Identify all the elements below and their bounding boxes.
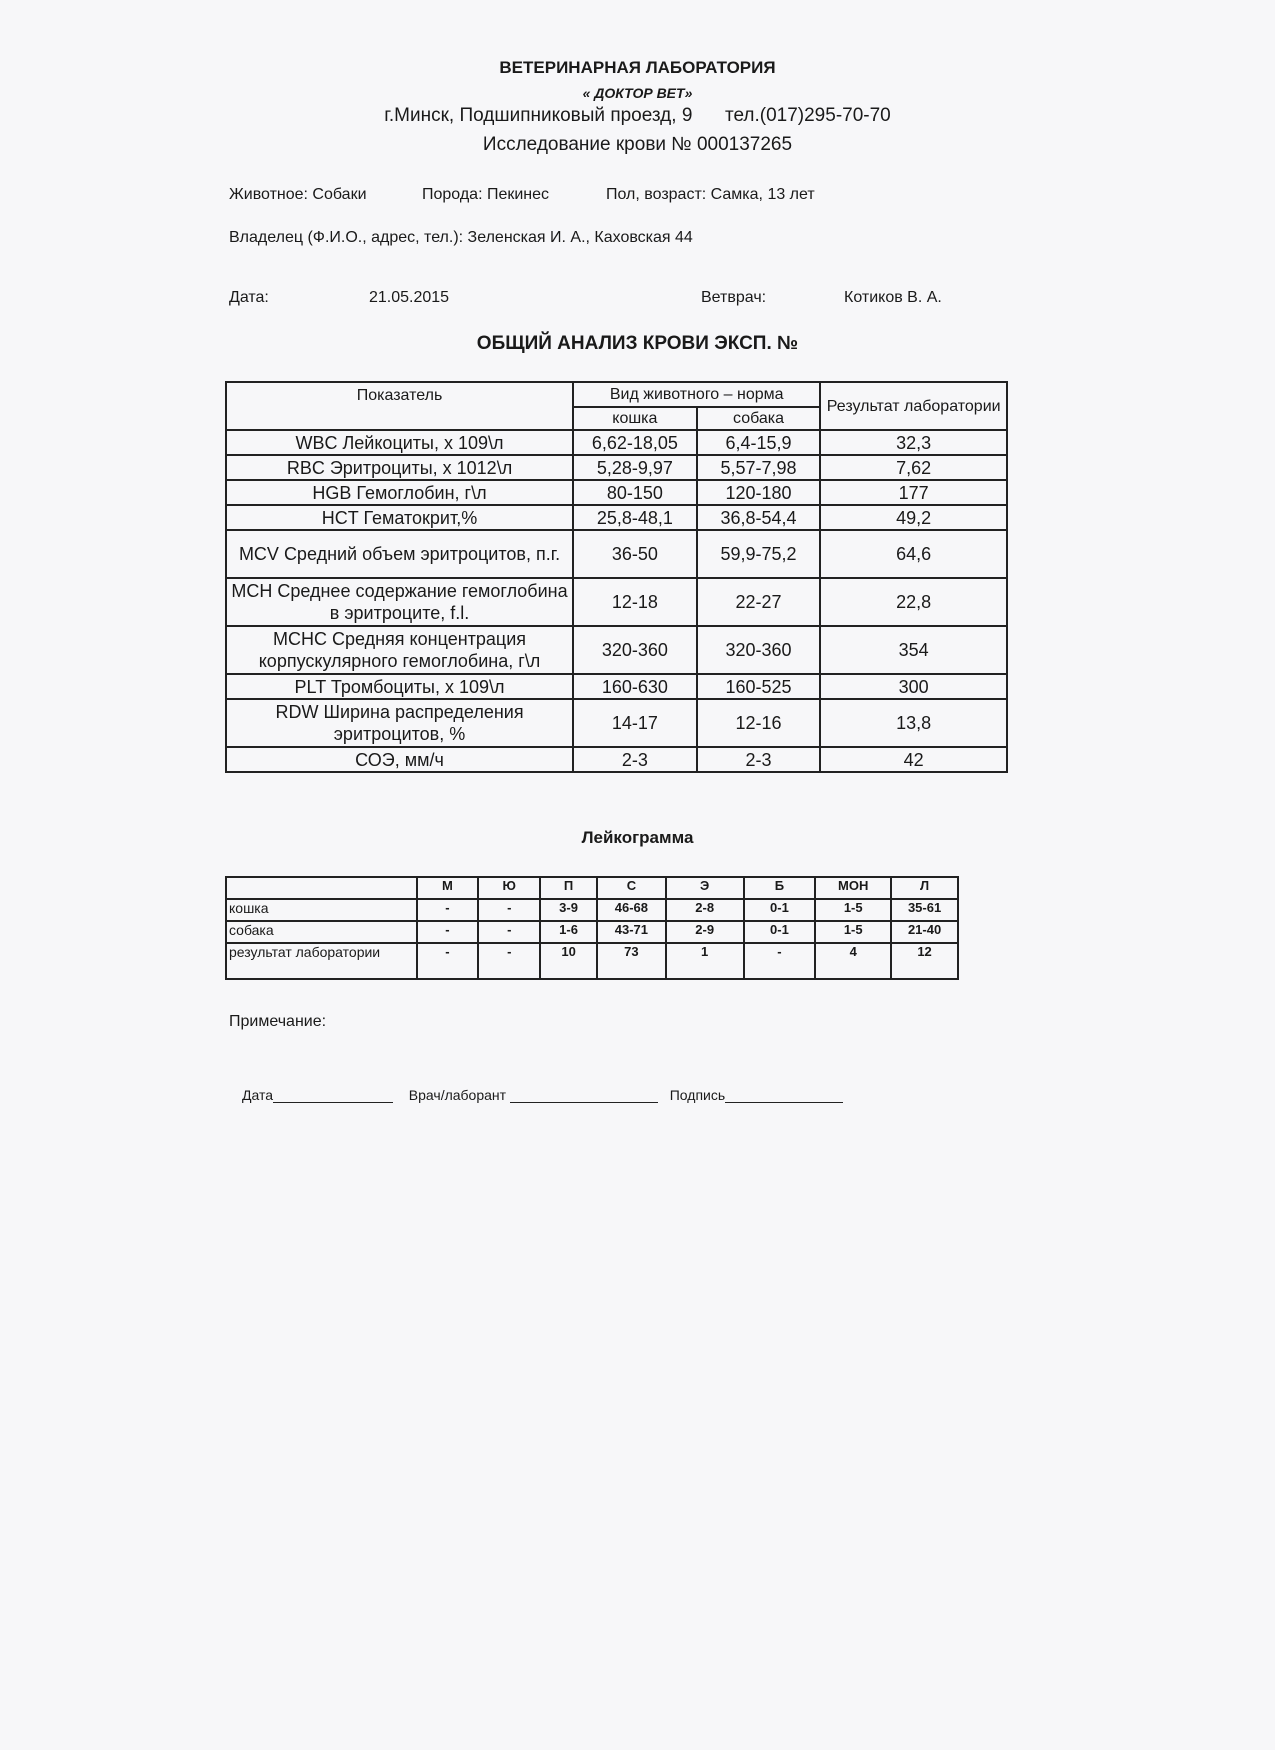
leukogram-row-label: собака [226,921,417,943]
lab-phone: тел.(017)295-70-70 [724,105,891,126]
cbc-norm-dog: 22-27 [697,578,821,626]
leukogram-cell: 35-61 [891,899,958,921]
cbc-norm-cat: 160-630 [573,674,697,699]
cbc-norm-dog: 120-180 [697,480,821,505]
cbc-row [226,455,1007,480]
cbc-indicator: MCV Средний объем эритроцитов, п.г. [226,530,573,578]
cbc-norm-dog: 5,57-7,98 [697,455,821,480]
date-value: 21.05.2015 [369,289,450,306]
cbc-row [226,578,1007,626]
owner-info: Владелец (Ф.И.О., адрес, тел.): Зеленская И. А., Каховская 44 [229,229,693,246]
footer-date-blank [273,1088,393,1103]
leukogram-column-header: Ю [478,877,540,899]
cbc-result: 22,8 [820,578,1007,626]
cbc-result: 42 [820,747,1007,772]
leukogram-cell: 0-1 [744,921,816,943]
cbc-header-cat: кошка [573,407,697,430]
leukogram-cell: 1-5 [815,899,891,921]
leukogram-cell: 1 [666,943,744,979]
cbc-row [226,747,1007,772]
footer-doctor-blank [510,1088,658,1103]
leukogram-cell: 3-9 [540,899,597,921]
cbc-indicator: HGB Гемоглобин, г\л [226,480,573,505]
leukogram-cell: - [478,921,540,943]
cbc-result: 64,6 [820,530,1007,578]
cbc-norm-cat: 5,28-9,97 [573,455,697,480]
leukogram-cell: 21-40 [891,921,958,943]
leukogram-table [225,876,959,980]
date-label: Дата: [229,289,269,306]
cbc-table [225,381,1008,773]
cbc-indicator: PLT Тромбоциты, х 109\л [226,674,573,699]
cbc-norm-cat: 36-50 [573,530,697,578]
cbc-indicator: RDW Ширина распределения эритроцитов, % [226,699,573,747]
lab-address: г.Минск, Подшипниковый проезд, 9 [384,105,693,126]
leukogram-row-label: кошка [226,899,417,921]
leukogram-cell: - [478,943,540,979]
leukogram-row [226,921,958,943]
leukogram-cell: - [744,943,816,979]
cbc-norm-cat: 6,62-18,05 [573,430,697,455]
cbc-indicator: MCH Среднее содержание гемоглобина в эритроците, f.l. [226,578,573,626]
cbc-header-norm: Вид животного – норма [573,382,820,407]
cbc-header-result: Результат лаборатории [820,382,1007,430]
leukogram-cell: 1-5 [815,921,891,943]
leukogram-cell: 43-71 [597,921,666,943]
cbc-norm-dog: 6,4-15,9 [697,430,821,455]
leukogram-column-header: Э [666,877,744,899]
cbc-norm-cat: 12-18 [573,578,697,626]
cbc-title: ОБЩИЙ АНАЛИЗ КРОВИ ЭКСП. № [476,333,799,354]
cbc-norm-dog: 320-360 [697,626,821,674]
cbc-indicator: СОЭ, мм/ч [226,747,573,772]
leukogram-column-header: П [540,877,597,899]
cbc-result: 49,2 [820,505,1007,530]
cbc-norm-dog: 2-3 [697,747,821,772]
cbc-result: 354 [820,626,1007,674]
cbc-result: 13,8 [820,699,1007,747]
footer-signature-label: Подпись [669,1087,726,1103]
leukogram-column-header: М [417,877,479,899]
footer-doctor-label: Врач/лаборант [408,1087,507,1103]
cbc-norm-cat: 320-360 [573,626,697,674]
study-number: Исследование крови № 000137265 [482,134,793,155]
cbc-header-dog: собака [697,407,821,430]
animal-species: Животное: Собаки [229,186,367,203]
cbc-result: 7,62 [820,455,1007,480]
cbc-norm-dog: 12-16 [697,699,821,747]
cbc-result: 177 [820,480,1007,505]
cbc-row [226,626,1007,674]
leukogram-corner [226,877,417,899]
cbc-header-indicator: Показатель [226,382,573,430]
leukogram-column-header: С [597,877,666,899]
leukogram-cell: 0-1 [744,899,816,921]
cbc-indicator: MCHC Средняя концентрация корпускулярного гемоглобина, г\л [226,626,573,674]
lab-name: ВЕТЕРИНАРНАЯ ЛАБОРАТОРИЯ [499,58,776,77]
cbc-indicator: WBC Лейкоциты, х 109\л [226,430,573,455]
leukogram-cell: - [417,921,479,943]
leukogram-cell: 1-6 [540,921,597,943]
cbc-norm-cat: 80-150 [573,480,697,505]
leukogram-cell: 2-9 [666,921,744,943]
cbc-norm-dog: 160-525 [697,674,821,699]
cbc-row [226,530,1007,578]
cbc-norm-dog: 59,9-75,2 [697,530,821,578]
cbc-norm-cat: 25,8-48,1 [573,505,697,530]
lab-brand: « ДОКТОР ВЕТ» [582,85,693,101]
animal-breed: Порода: Пекинес [422,186,550,203]
leukogram-title: Лейкограмма [581,828,694,847]
lab-address-line [0,105,1275,127]
note-label: Примечание: [229,1013,327,1030]
leukogram-cell: - [417,943,479,979]
leukogram-cell: - [478,899,540,921]
leukogram-cell: 12 [891,943,958,979]
cbc-result: 32,3 [820,430,1007,455]
vet-value: Котиков В. А. [844,289,942,306]
cbc-indicator: HCT Гематокрит,% [226,505,573,530]
vet-label: Ветврач: [701,289,767,306]
leukogram-cell: - [417,899,479,921]
leukogram-column-header: Б [744,877,816,899]
leukogram-cell: 46-68 [597,899,666,921]
cbc-row [226,505,1007,530]
leukogram-cell: 10 [540,943,597,979]
leukogram-row [226,943,958,979]
signature-line [242,1087,843,1103]
leukogram-row-label: результат лаборатории [226,943,417,979]
footer-date-label: Дата [242,1087,274,1103]
animal-sex-age: Пол, возраст: Самка, 13 лет [606,186,815,203]
cbc-norm-cat: 2-3 [573,747,697,772]
cbc-row [226,480,1007,505]
cbc-indicator: RBC Эритроциты, х 1012\л [226,455,573,480]
cbc-row [226,699,1007,747]
leukogram-column-header: МОН [815,877,891,899]
cbc-row [226,430,1007,455]
leukogram-cell: 4 [815,943,891,979]
cbc-norm-dog: 36,8-54,4 [697,505,821,530]
footer-signature-blank [725,1088,843,1103]
leukogram-cell: 2-8 [666,899,744,921]
leukogram-column-header: Л [891,877,958,899]
cbc-norm-cat: 14-17 [573,699,697,747]
leukogram-cell: 73 [597,943,666,979]
leukogram-row [226,899,958,921]
cbc-result: 300 [820,674,1007,699]
cbc-row [226,674,1007,699]
